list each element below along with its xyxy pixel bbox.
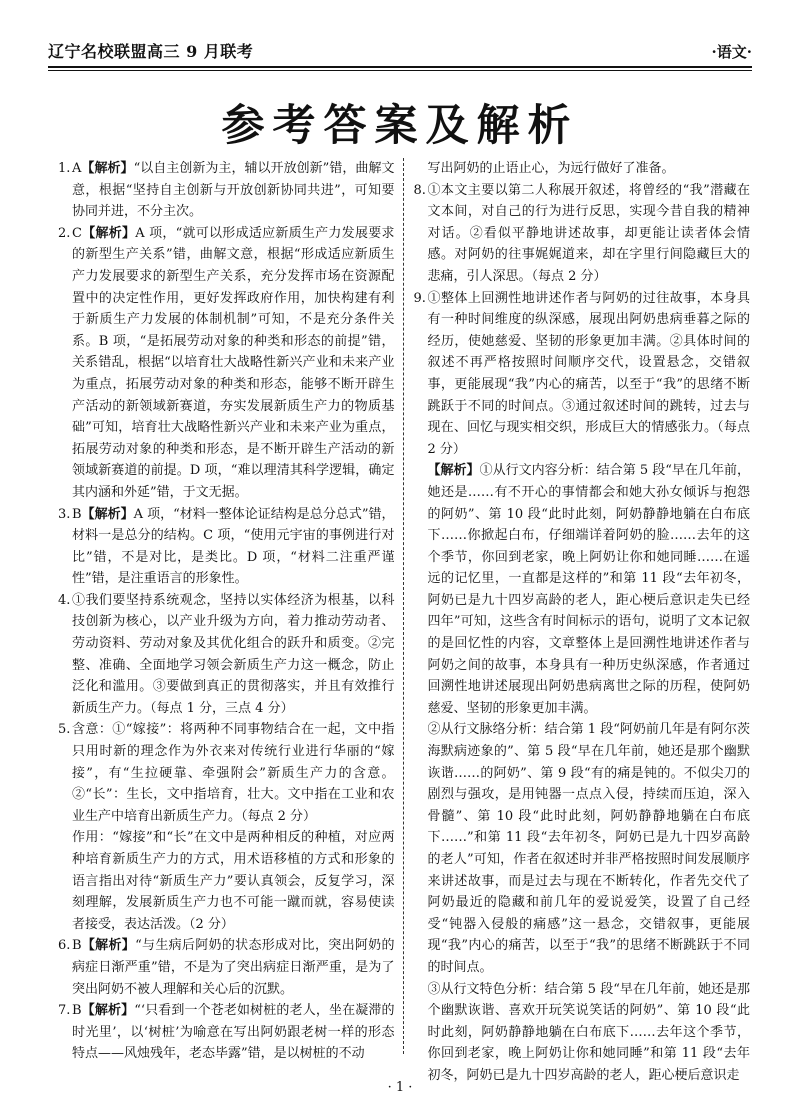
header-rule-thin xyxy=(48,70,752,71)
answer-text: “以自主创新为主，辅以开放创新”错，曲解文意，根据“坚持自主创新与开放创新协同共进”，可知要协同并进，不分主次。 xyxy=(72,161,395,220)
answer-item xyxy=(414,719,751,978)
answer-text: 写出阿奶的止语止心，为远行做好了准备。 xyxy=(427,161,675,176)
analysis-tag: 【解析】 xyxy=(81,225,136,241)
answer-text: ①我们要坚持系统观念，坚持以实体经济为根基，以科技创新为核心，以产业升级为方向，着力推动劳动者、劳动资料、劳动对象及其优化组合的跃升和质变。②完整、准确、全面地学习领会新质生产力这一概念，防止泛化和滥用。③要做到真正的贯彻落实，并且有效推行新质生产力。（每点 1 分，三点 4 分） xyxy=(72,592,395,716)
page-header xyxy=(48,28,752,62)
answer-text: A 项，“材料一整体论证结构是总分总式”错，材料一是总分的结构。C 项，“使用元宇宙的事例进行对比”错，不是对比，是类比。D 项，“材料二注重严谨性”错，是注重语言的形象性。 xyxy=(72,506,395,587)
question-number: 6. xyxy=(58,938,71,954)
answer-item xyxy=(414,979,751,1087)
page-title: 参考答案及解析 xyxy=(221,101,579,151)
answer-choice: B xyxy=(72,506,82,522)
answer-text: “‘只看到一个苍老如树桩的老人，坐在凝滞的时光里’，以‘树桩’为喻意在写出阿奶跟老树一样的形态特点——风烛残年，老态毕露”错，是以树桩的不动 xyxy=(72,1003,395,1062)
answer-text: 作用：“嫁接”和“长”在文中是两种相反的种植，对应两种培育新质生产力的方式，用术语移植的方式和形象的语言指出对待“新质生产力”要认真领会，反复学习，深刻理解，发展新质生产力也不可能一蹴而就，容易使读者接受，表达活泼。（2 分） xyxy=(72,830,395,932)
question-number: 5. xyxy=(58,722,71,738)
answer-text: A 项，“就可以形成适应新质生产力发展要求的新型生产关系”错，曲解文意，根据“形成适应新质生产力发展要求的新型生产关系，充分发挥市场在资源配置中的决定性作用，更好发挥政府作用，加快构建有利于新质生产力发展的体制机制”可知，不是充分条件关系。B 项，“是拓展劳动对象的种类和形态的前提”错，关系错乱，根据“以培育壮大战略性新兴产业和未来产业为重点，拓展劳动对象的种类和形态，能够不断开辟生产活动的新领域新赛道，夯实发展新质生产力的物质基础”可知，培育壮大战略性新兴产业和未来产业为重点，拓展劳动对象的种类和形态，是不断开辟生产活动的新领域新赛道的前提。D 项，“难以理清其科学逻辑，确定其内涵和外延”错，于文无据。 xyxy=(72,225,395,500)
answer-item xyxy=(58,504,395,590)
left-column xyxy=(58,158,403,1062)
analysis-tag: 【解析】 xyxy=(81,938,136,954)
answer-choice: C xyxy=(72,225,82,241)
answer-text: ③从行文特色分析：结合第 5 段“早在几年前，她还是那个幽默诙谐、喜欢开玩笑说笑话的阿奶”、第 10 段“此时此刻，阿奶静静地躺在白布底下……去年这个季节，你回到老家，晚上阿奶让你和她同睡”和第 11 段“去年初冬，阿奶已是九十四岁高龄的老人，距心梗后意识走 xyxy=(427,981,750,1083)
answer-item xyxy=(414,158,751,180)
answer-item xyxy=(58,827,395,935)
analysis-tag: 【解析】 xyxy=(81,506,134,522)
answer-item xyxy=(414,288,751,461)
analysis-tag: 【解析】 xyxy=(427,463,480,479)
answer-item xyxy=(58,590,395,720)
answer-choice: A xyxy=(72,161,82,176)
answer-item xyxy=(58,719,395,827)
question-number: 9. xyxy=(413,290,426,306)
question-number: 3. xyxy=(58,506,71,522)
answer-text: ①从行文内容分析：结合第 5 段“早在几年前，她还是……有不开心的事情都会和她大孙女倾诉与抱怨的阿奶”、第 10 段“此时此刻，阿奶静静地躺在白布底下……你掀起白布，仔细端详着阿奶的脸……去年的这个季节，你回到老家，晚上阿奶让你和她同睡……在遥远的记忆里，一直都是这样的”和第 11 段“去年初冬，阿奶已是九十四岁高龄的老人，距心梗后意识走失已经四年”可知，这些含有时间标示的语句，说明了文本记叙的是回忆性的内容，文章整体上是回溯性地讲述作者与阿奶之间的故事，本身具有一种历史纵深感，作者通过回溯性地讲述展现出阿奶患病离世之际的历程，使阿奶慈爱、坚韧的形象更加丰满。 xyxy=(427,463,750,716)
right-column xyxy=(403,158,751,1083)
question-number: 7. xyxy=(58,1003,71,1019)
answer-text: ①整体上回溯性地讲述作者与阿奶的过往故事，本身具有一种时间维度的纵深感，展现出阿奶患病垂暮之际的经历，使她慈爱、坚韧的形象更加丰满。②具体时间的叙述不再严格按照时间顺序交代，设置悬念，交错叙事，更能展现“我”内心的痛苦，以至于“我”的思绪不断跳跃于不同的时间点。③通过叙述时间的跳转，过去与现在、回忆与现实相交织，形成巨大的情感张力。（每点 2 分） xyxy=(427,290,750,457)
analysis-tag: 【解析】 xyxy=(81,1003,135,1019)
header-rule xyxy=(48,66,752,68)
answer-item xyxy=(414,460,751,719)
answer-item xyxy=(58,158,395,223)
analysis-tag: 【解析】 xyxy=(81,161,134,176)
answer-item xyxy=(58,223,395,504)
question-number: 4. xyxy=(58,592,71,608)
question-number: 8. xyxy=(413,182,426,198)
question-number: 2. xyxy=(58,225,71,241)
question-number: 1. xyxy=(58,161,71,176)
subject-label: ·语文· xyxy=(711,43,752,61)
answer-item xyxy=(414,180,751,288)
answer-item xyxy=(58,1000,395,1065)
answer-choice: B xyxy=(72,938,82,954)
answer-text: 含意：①“嫁接”：将两种不同事物结合在一起，文中指只用时新的理念作为外衣来对传统行业进行华丽的“嫁接”，有“生拉硬靠、牵强附会”新质生产力的含意。②“长”：生长，文中指培育，壮大。文中指在工业和农业生产中培育出新质生产力。（每点 2 分） xyxy=(72,722,395,824)
answer-text: ②从行文脉络分析：结合第 1 段“阿奶前几年是有阿尔茨海默病迹象的”、第 5 段“早在几年前，她还是那个幽默诙谐……的阿奶”、第 9 段“有的痛是钝的。不似尖刀的剧烈与强攻，是用钝器一点点入侵，持续而压迫，深入骨髓”、第 10 段“此时此刻，阿奶静静地躺在白布底下……”和第 11 段“去年初冬，阿奶已是九十四岁高龄的老人”可知，作者在叙述时并非严格按照时间发展顺序来讲述故事，而是过去与现在不断转化，作者先交代了阿奶最近的隐藏和前几年的爱说爱笑，设置了自己经受“钝器入侵般的痛感”这一悬念，交错叙事，更能展现“我”内心的痛苦，以至于“我”的思绪不断跳跃于不同的时间点。 xyxy=(427,722,750,975)
answer-choice: B xyxy=(72,1003,82,1019)
answer-columns xyxy=(58,158,750,1083)
answer-text: ①本文主要以第二人称展开叙述，将曾经的“我”潜藏在文本间，对自己的行为进行反思，实现今昔自我的精神对话。②看似平静地讲述故事，却更能让读者体会情感。对阿奶的往事娓娓道来，却在字里行间隐藏巨大的悲痛，引人深思。（每点 2 分） xyxy=(427,182,750,284)
answer-text: “与生病后阿奶的状态形成对比，突出阿奶的病症日渐严重”错，不是为了突出病症日渐严重，是为了突出阿奶不被人理解和关心后的沉默。 xyxy=(72,938,395,997)
exam-name: 辽宁名校联盟高三 9 月联考 xyxy=(48,42,254,61)
page-number: · 1 · xyxy=(387,1080,413,1095)
answer-item xyxy=(58,935,395,1000)
